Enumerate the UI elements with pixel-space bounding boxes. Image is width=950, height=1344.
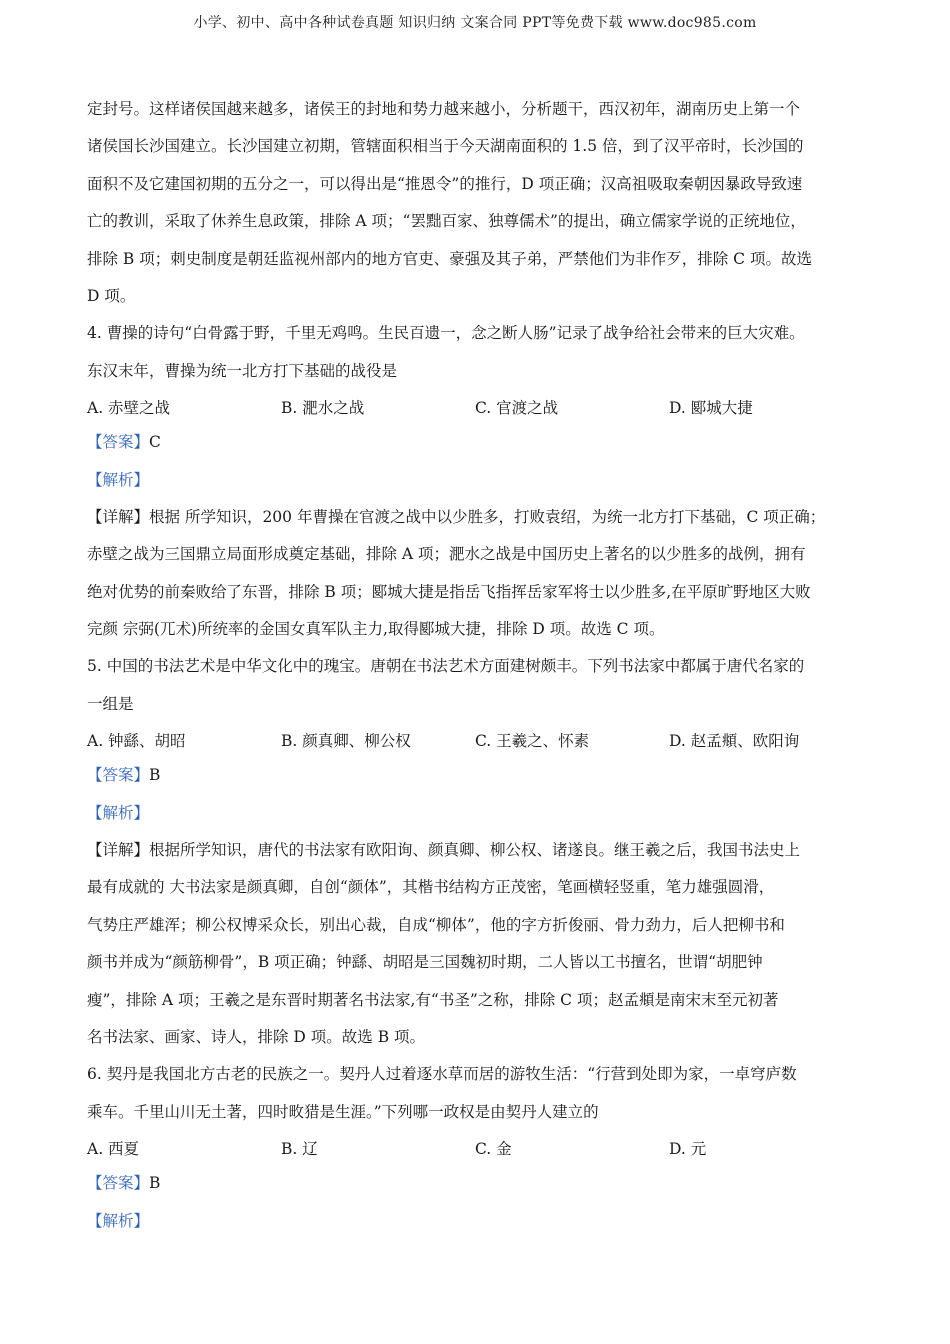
- analysis-line: [87, 801, 877, 838]
- option-a: A. 西夏: [87, 1140, 140, 1159]
- detail-line: 名书法家、画家、诗人，排除 D 项。故选 B 项。: [87, 1027, 426, 1046]
- detail-line: 瘦”，排除 A 项；王羲之是东晋时期著名书法家,有“书圣”之称，排除 C 项；赵孟頫是南宋末至元初著: [87, 990, 779, 1009]
- text-line: 亡的教训，采取了休养生息政策，排除 A 项；“罢黜百家、独尊儒术”的提出，确立儒家学说的正统地位，: [87, 212, 806, 231]
- option-b: B. 辽: [281, 1140, 318, 1159]
- text-line: 排除 B 项；刺史制度是朝廷监视州部内的地方官吏、豪强及其子弟，严禁他们为非作歹，排除 C 项。故选: [87, 249, 812, 268]
- question-stem: 4. 曹操的诗句“白骨露于野，千里无鸡鸣。生民百遗一，念之断人肠”记录了战争给社会带来的巨大灾难。: [87, 324, 805, 343]
- question-stem: 东汉末年，曹操为统一北方打下基础的战役是: [87, 361, 398, 380]
- text-line: 面积不及它建国初期的五分之一，可以得出是“推恩令”的推行，D 项正确；汉高祖吸取秦朝因暴政导致速: [87, 174, 803, 193]
- detail-line: 最有成就的 大书法家是颜真卿，自创“颜体”，其楷书结构方正茂密，笔画横轻竖重，笔力雄强圆滑，: [87, 878, 775, 897]
- detail-line: 绝对优势的前秦败给了东晋，排除 B 项；郾城大捷是指岳飞指挥岳家军将士以少胜多,在平原旷野地区大败: [87, 582, 811, 601]
- detail-text: 根据所学知识，唐代的书法家有欧阳询、颜真卿、柳公权、诸遂良。继王羲之后，我国书法史上: [149, 841, 801, 860]
- detail-label: 【详解】: [87, 841, 150, 860]
- question-stem: 6. 契丹是我国北方古老的民族之一。契丹人过着逐水草而居的游牧生活：“行营到处即为家，一卓穹庐数: [87, 1065, 797, 1084]
- analysis-label: 【解析】: [87, 803, 150, 822]
- detail-line: [87, 838, 877, 875]
- answer-value: C: [149, 433, 161, 452]
- detail-label: 【详解】: [87, 507, 150, 526]
- document-body: [87, 97, 877, 1246]
- analysis-line: [87, 1209, 877, 1246]
- question-stem: 乘车。千里山川无土著，四时畋猎是生涯。”下列哪一政权是由契丹人建立的: [87, 1102, 599, 1121]
- option-d: D. 元: [669, 1140, 707, 1159]
- question-stem: 5. 中国的书法艺术是中华文化中的瑰宝。唐朝在书法艺术方面建树颇丰。下列书法家中都属于唐代名家的: [87, 657, 805, 676]
- answer-value: B: [149, 1174, 161, 1193]
- question-stem: 一组是: [87, 694, 134, 713]
- option-c: C. 金: [475, 1140, 512, 1159]
- analysis-label: 【解析】: [87, 1211, 150, 1230]
- answer-line: [87, 1171, 877, 1208]
- option-row: [87, 1137, 877, 1171]
- text-line: D 项。: [87, 286, 136, 305]
- option-c: C. 王羲之、怀素: [475, 732, 590, 751]
- analysis-label: 【解析】: [87, 470, 150, 489]
- detail-line: 赤壁之战为三国鼎立局面形成奠定基础，排除 A 项；淝水之战是中国历史上著名的以少胜多的战例，拥有: [87, 545, 806, 564]
- answer-label: 【答案】: [87, 766, 150, 785]
- option-d: D. 赵孟頫、欧阳询: [669, 732, 800, 751]
- detail-line: 气势庄严雄浑；柳公权博采众长，别出心裁，自成“柳体”，他的字方折俊丽、骨力劲力，后人把柳书和: [87, 915, 785, 934]
- detail-text: 根据 所学知识，200 年曹操在官渡之战中以少胜多，打败袁绍，为统一北方打下基础，C 项正确；: [149, 507, 826, 526]
- answer-label: 【答案】: [87, 433, 150, 452]
- page-header: 小学、初中、高中各种试卷真题 知识归纳 文案合同 PPT等免费下载 www.doc985.com: [193, 15, 757, 31]
- option-a: A. 赤壁之战: [87, 399, 171, 418]
- option-d: D. 郾城大捷: [669, 399, 753, 418]
- option-a: A. 钟繇、胡昭: [87, 732, 186, 751]
- option-row: [87, 396, 877, 430]
- option-c: C. 官渡之战: [475, 399, 559, 418]
- text-line: 定封号。这样诸侯国越来越多，诸侯王的封地和势力越来越小，分析题干，西汉初年，湖南历史上第一个: [87, 100, 801, 118]
- option-row: [87, 729, 877, 763]
- detail-line: 颜书并成为“颜筋柳骨”，B 项正确；钟繇、胡昭是三国魏初时期，二人皆以工书擅名，世谓“胡肥钟: [87, 953, 763, 972]
- detail-line: 完颜 宗弼(兀术)所统率的金国女真军队主力,取得郾城大捷，排除 D 项。故选 C 项。: [87, 620, 665, 639]
- text-line: 诸侯国长沙国建立。长沙国建立初期，管辖面积相当于今天湖南面积的 1.5 倍，到了汉平帝时，长沙国的: [87, 137, 804, 156]
- analysis-line: [87, 468, 877, 505]
- option-b: B. 颜真卿、柳公权: [281, 732, 411, 751]
- option-b: B. 淝水之战: [281, 399, 365, 418]
- answer-line: [87, 763, 877, 800]
- answer-line: [87, 430, 877, 467]
- answer-label: 【答案】: [87, 1174, 150, 1193]
- answer-value: B: [149, 766, 161, 785]
- detail-line: [87, 505, 877, 542]
